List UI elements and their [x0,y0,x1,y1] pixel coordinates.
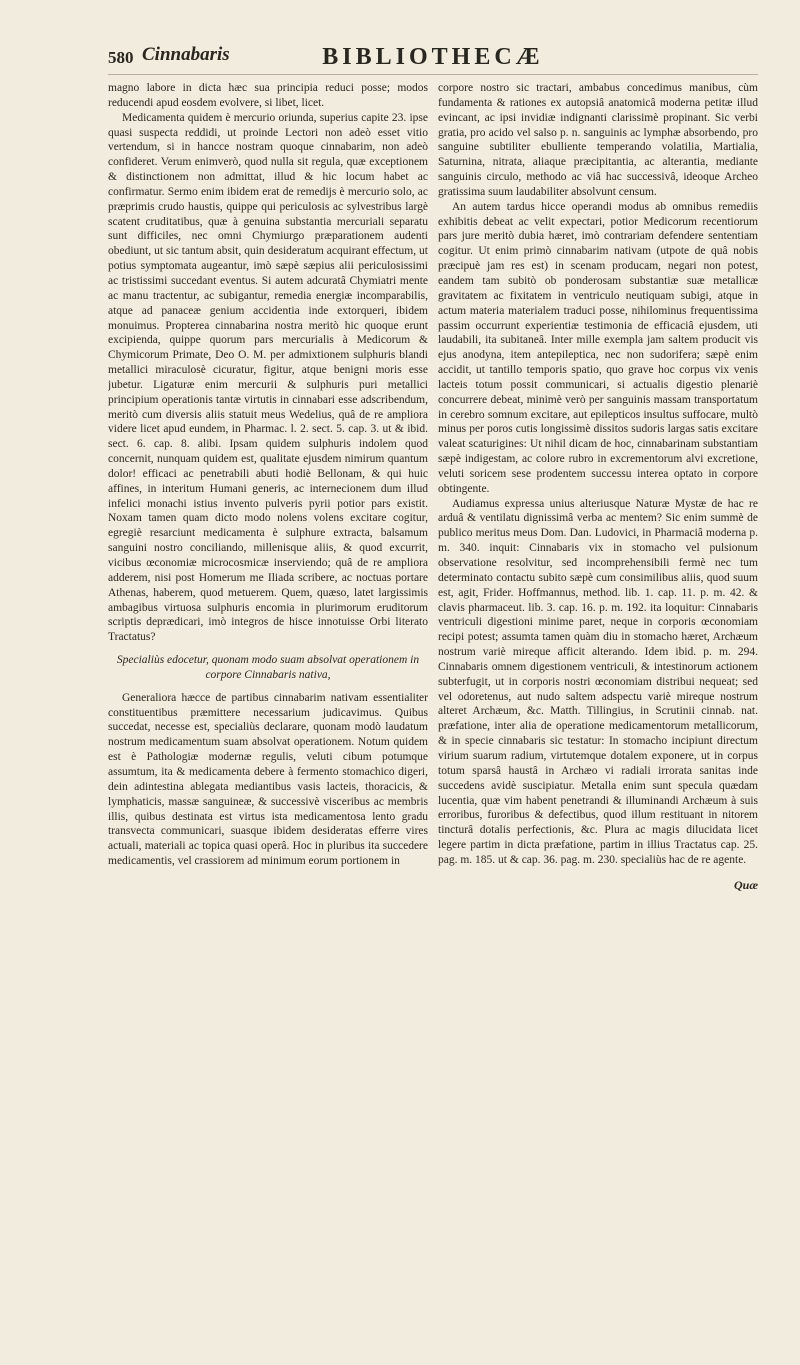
paragraph: An autem tardus hicce operandi modus ab omnibus remediis exhibitis debeat ac velit expectari, potior Medicorum recentiorum pars jure meritò dubia hæret, imò contrariam defendere sententiam cogitur. Ut enim primò cinnabarim nativam (utpote de quâ nobis præcipuè jam res est) in scenam producam, negari non potest, eandem tam subitò ob ponderosam substantiæ suæ metallicæ gravitatem ac fixitatem in ventriculo neutiquam subigi, atque in actum materia materialem traduci posse, nihilominus frequentissima passim occurrunt experientiæ testimonia de efficaciâ ejusdem, uti laudabili, ita subitaneâ. Inter mille exempla jam saltem producit vis ejus anodyna, item antepileptica, nec non sudorifera; sæpè enim accidit, ut tantillo temporis spatio, quo grave hoc corpus vix venis lacteis totum possit communicari, si actualis digestio plenariè concurrere debeat, minimè verò per sanguinis massam transportatum in cerebro somnum excitare, aut epilepticos insultus suffocare, multò minus per poros cutis longissimè dissitos sudoris largas satis excitare valeat scaturigines: Ut nihil dicam de hoc, cinnabarinam substantiam sæpè indigestam, ac colore rubro in excrementorum alvi excretione, veluti soricem sese prodentem successu interea optato in corpore obtingente. [438,200,758,495]
header-title: BIBLIOTHECÆ [322,44,544,70]
paragraph: Medicamenta quidem è mercurio oriunda, superius capite 23. ipse quasi suspecta reddidi, ut proinde Lectori non adeò esset vitio vertendum, si in hancce nostram quoque cinnabarim, non adeò confideret. Verum enimverò, quod nulla sit regula, quæ exceptionem & distinctionem non admittat, illud & hic locum habet ac confirmatur. Sermo enim ibidem erat de remedijs è mercurio solo, ac præprimis crudo haustis, quippe qui periculosis ac sylvestribus largè scatent cruditatibus, quæ à genuina substantia mercuriali separatu sunt difficiles, nec omni Chymiurgo præparationem audenti obediunt, ut sic tantum absit, quin desideratum acquirant effectum, ut potius symptomata augeantur, imò sæpè sæpius alii periculosissimi ac tristissimi succedant eventus. Si autem adcuratâ Chymiatri mente ac manu tractentur, ac subigantur, remedia energiæ incomparabilis, atque ad panaceæ genium accidentia inde extorqueri, ibidem monuimus. Propterea cinnabarina nostra meritò hic quoque erunt excipienda, quippe quorum pars mercurialis à Medicorum & Chymicorum Primate, Deo O. M. per admixtionem sulphuris blandi metallici miraculosè cicuratur, figitur, atque benigni moris esse jubetur. Ligaturæ enim mercurii & sulphuris puri metallici principium operationis tantæ virtutis in cinnabari esse adscribendum, meritò cum diversis aliis statuit meus Wedelius, quâ de re ampliora videre licet apud eundem, in Pharmac. l. 2. sect. 5. cap. 3. ut & ibid. sect. 6. cap. 8. alibi. Ipsam quidem sulphuris indolem quod concernit, nunquam quidem est, qualitate ejusdem nimirum quantum dolor! efficaci ac penetrabili abuti hodiè Bellonam, & qui huic affines, in interitum Humani generis, ac internecionem dum illud infelici monachi istius invento pulveris pyrii potior pars existit. Noxam tamen quam dicto modo nolens volens excitare cogitur, egregiè resarciunt medicamenta è sulphure extracta, balsamum sanguini nostro conciliando, millenisque aliis, & quod excurrit, vicibus œconomiæ microcosmicæ inserviendo; quâ de re ampliora adderem, nisi post Homerum me Iliada scribere, ac noctuas portare Athenas, haberem, quod metuerem. Quem, quæso, latet largissimis ambagibus virtuosa sulphuris encomia in plurimorum eruditorum scriptis deprædicari, imò integros de hisce innotuisse Orbi literato Tractatus? [108,111,428,644]
paragraph: magno labore in dicta hæc sua principia reduci posse; modos reducendi apud eosdem evolvere, si libet, licet. [108,82,428,109]
paragraph: corpore nostro sic tractari, ambabus concedimus manibus, cùm fundamenta & rationes ex autopsiâ anatomicâ moderna petitæ illud evincant, ac ipsi invidiæ indignanti clarissimè propinant. Sic verbi gratia, pro acido vel salso p. n. sanguinis ac lymphæ absorbendo, pro sanguine subtiliter ebulliente temperando volatilia, Martialia, Saturnina, nitrata, aliaque præcipitantia, ac alterantia, mediante sanguinis circulo, methodo ac viâ hac successivâ, ideoque Archeo gratissima suum laudabiliter absolvunt censum. [438,82,758,198]
left-column [108,81,428,1356]
catchword: Quæ [733,877,758,892]
text-columns [108,81,758,1356]
page-number: 580 [108,48,134,67]
running-title: Cinnabaris [142,44,230,65]
page-header [108,40,758,75]
paragraph: Audiamus expressa unius alteriusque Naturæ Mystæ de hac re arduâ & ventilatu dignissimâ verba ac mentem? Sic enim summè de publico meritus meus Dom. Dan. Ludovici, in Pharmaciâ moderna p. m. 340. inquit: Cinnabaris vix in stomacho vel pulsionum observatione resolvitur, sed incomprehensibili fermè nec tum determinato contactu subito sæpè cum consimilibus aliis, quod suum est, agit, Frider. Hoffmannus, method. lib. 1. cap. 11. p. m. 42. & clavis pharmaceut. lib. 3. cap. 16. p. m. 192. ita loquitur: Cinnabaris ventriculi digestioni minime paret, neque in corporis œconomiam recipi potest; assumta tamen quàm diu in stomacho hæret, Archæum nostrum variè mireque afficit alterando. Idem ibid. p. m. 294. Cinnabaris omnem digestionem ventriculi, & intestinorum actionem subterfugit, ut in corporis nostri œconomiam distribui nequeat; sed vel odoretenus, aut nudo saltem adspectu variè mireque nostrum alteret Archæum, &c. Matth. Tillingius, in Scrutinii cinnab. nat. præfatione, inter alia de operatione medicamentorum metallicorum, & in specie cinnabaris sic testatur: In stomacho incipiunt directum virium suarum radium, virtutemque dotalem exponere, ut in corpus totum sparsâ haustâ in Archæo vi radiali irrorata sanitas inde succedens avidè suscipiatur. Metalla enim sunt specula quædam lucentia, quæ vim habent penetrandi & illuminandi Archæum à suis erroribus, furoribus & defectibus, quod illum restituant in nitorem tincturâ dotalis perfectionis, &c. Plura ac magis dilucidata licet legere partim in dicta præfatione, partim in illius Tractatus cap. 25. pag. m. 185. ut & cap. 36. pag. m. 230. specialiùs hac de re agente. [438,497,758,866]
right-column [438,81,758,1356]
section-heading: Specialiùs edocetur, quonam modo suam absolvat operationem in corpore Cinnabaris nativa, [116,654,420,681]
paragraph: Generaliora hæcce de partibus cinnabarim nativam essentialiter constituentibus præmittere necessarium judicavimus. Quibus succedat, necesse est, specialiùs declarare, quonam modò laudatum nostrum medicamentum suam absolvat operationem. Notum quidem est è Pathologiæ modernæ regulis, veluti cibum potumque assumtum, ita & medicamenta debere à fermento stomachico digeri, dein adintestina ablegata mediantibus vasis lacteis, thoracicis, & lymphaticis, massæ sanguineæ, & successivè visceribus ac membris illis, quibus destinata est virtus ista medicamentosa lento gradu transvecta communicari, suasque ibidem desideratas efferre vires actuali, materiali ac topica quasi operâ. Hoc in pluribus ita succedere medicamentis, vel crassiorem ad minimum eorum portionem in [108,691,428,868]
